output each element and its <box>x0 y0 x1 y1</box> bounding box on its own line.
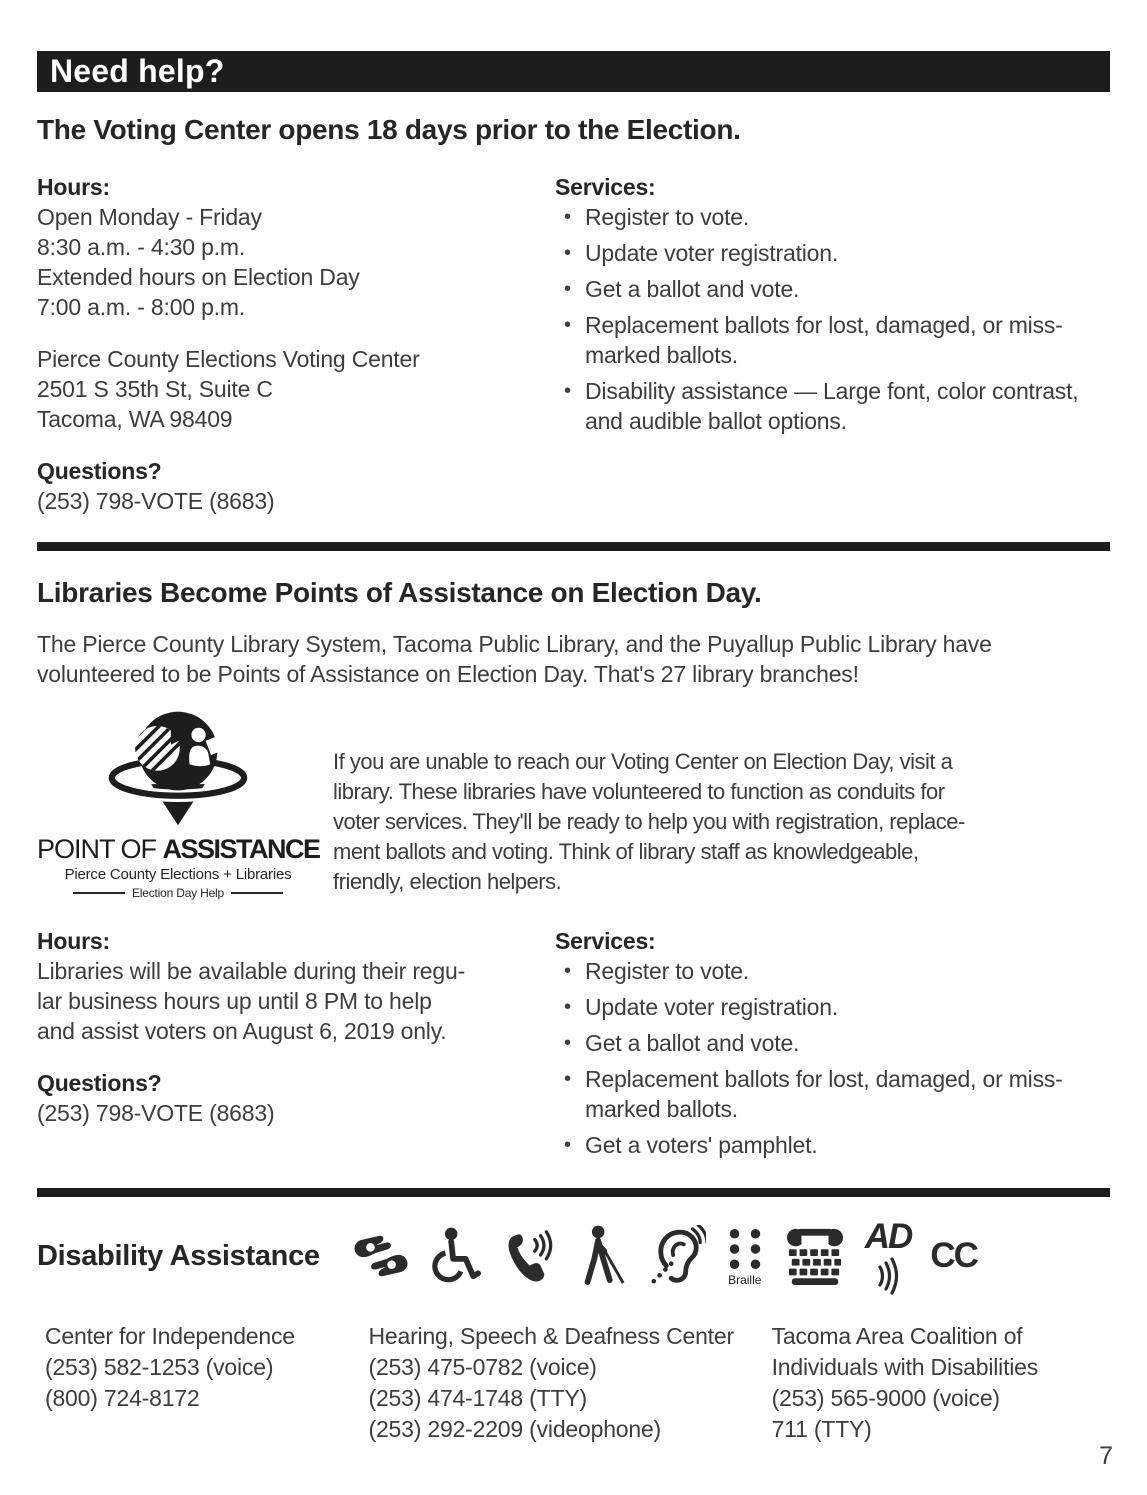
services-list <box>555 956 1110 1160</box>
contact-line: Tacoma Area Coalition of <box>771 1323 1023 1349</box>
logo-tagline <box>37 886 319 900</box>
questions-label: Questions? <box>37 458 162 484</box>
logo-subtitle: Pierce County Elections + Libraries <box>64 866 292 883</box>
contact-hearing-speech-deafness <box>368 1321 771 1445</box>
services-label: Services: <box>555 174 656 200</box>
cc-label: CC <box>930 1236 977 1275</box>
libraries-hours-column <box>37 926 555 1166</box>
tagline-text: Election Day Help <box>132 886 224 900</box>
contact-center-for-independence <box>37 1321 368 1445</box>
blind-person-cane-icon <box>575 1225 629 1287</box>
point-of-assistance-logo <box>37 709 319 900</box>
services-list <box>555 202 1110 436</box>
logo-title-bold: ASSISTANCE <box>162 834 320 864</box>
services-label: Services: <box>555 928 656 954</box>
service-item: • Register to vote. <box>555 956 1110 986</box>
contact-line: Center for Independence <box>45 1323 295 1349</box>
service-item: • Disability assistance — Large font, color contrast, and audible ballot options. <box>555 376 1110 436</box>
tagline-rule-left <box>73 892 125 894</box>
voting-center-services-column <box>555 172 1110 516</box>
map-pin-logo-icon <box>69 709 287 827</box>
closed-captioning-icon <box>930 1236 977 1276</box>
ad-label: AD <box>864 1217 912 1256</box>
libraries-heading: Libraries Become Points of Assistance on Election Day. <box>37 577 762 608</box>
section-divider <box>37 542 1110 551</box>
braille-icon <box>725 1226 765 1287</box>
audio-description-icon <box>865 1217 912 1295</box>
logo-title-light: POINT OF <box>37 834 157 864</box>
assistive-listening-ear-icon <box>648 1225 706 1287</box>
service-item: • Replacement ballots for lost, damaged, or miss-marked ballots. <box>555 310 1110 370</box>
questions-phone: (253) 798-VOTE (8683) <box>37 488 275 514</box>
questions-phone: (253) 798-VOTE (8683) <box>37 1100 275 1126</box>
address-line: Tacoma, WA 98409 <box>37 406 233 432</box>
body-line: ment ballots and voting. Think of library staff as knowledgeable, <box>333 839 919 864</box>
voting-center-heading: The Voting Center opens 18 days prior to the Election. <box>37 114 741 145</box>
intro-line: The Pierce County Library System, Tacoma Public Library, and the Puyallup Public Library have <box>37 631 992 657</box>
body-line: library. These libraries have volunteered to function as conduits for <box>333 779 945 804</box>
hours-label: Hours: <box>37 174 110 200</box>
questions-label: Questions? <box>37 1070 162 1096</box>
disability-assistance-row <box>37 1217 1110 1295</box>
contact-line: (253) 474-1748 (TTY) <box>368 1385 587 1411</box>
service-item: • Get a ballot and vote. <box>555 274 1110 304</box>
libraries-services-column <box>555 926 1110 1166</box>
braille-label: Braille <box>728 1272 762 1287</box>
voting-center-columns <box>37 172 1110 516</box>
service-item: • Update voter registration. <box>555 992 1110 1022</box>
contact-line: 711 (TTY) <box>771 1416 872 1442</box>
body-line: friendly, election helpers. <box>333 869 562 894</box>
sign-language-icon <box>350 1232 412 1280</box>
intro-line: volunteered to be Points of Assistance on Election Day. That's 27 library branches! <box>37 661 859 687</box>
libraries-columns <box>37 926 1110 1166</box>
banner-title: Need help? <box>50 53 225 89</box>
libraries-intro <box>37 629 1110 689</box>
tagline-rule-right <box>231 892 283 894</box>
phone-volume-icon <box>500 1228 556 1284</box>
disability-heading: Disability Assistance <box>37 1239 320 1272</box>
body-line: voter services. They'll be ready to help you with registration, replace- <box>333 809 965 834</box>
tty-device-icon <box>784 1227 846 1285</box>
service-item: • Get a ballot and vote. <box>555 1028 1110 1058</box>
body-line: If you are unable to reach our Voting Center on Election Day, visit a <box>333 749 953 774</box>
logo-title <box>37 834 319 865</box>
section-divider <box>37 1188 1110 1197</box>
service-item: • Get a voters' pamphlet. <box>555 1130 1110 1160</box>
contact-line: (253) 292-2209 (videophone) <box>368 1416 662 1442</box>
hours-label: Hours: <box>37 928 110 954</box>
address-line: Pierce County Elections Voting Center <box>37 346 420 372</box>
page-number: 7 <box>1099 1442 1113 1470</box>
wheelchair-icon <box>431 1227 481 1285</box>
hours-line: 7:00 a.m. - 8:00 p.m. <box>37 294 246 320</box>
contact-line: (253) 475-0782 (voice) <box>368 1354 597 1380</box>
contact-line: (800) 724-8172 <box>45 1385 200 1411</box>
contact-line: Hearing, Speech & Deafness Center <box>368 1323 734 1349</box>
service-item: • Register to vote. <box>555 202 1110 232</box>
libraries-body <box>333 747 1110 897</box>
contact-line: (253) 565-9000 (voice) <box>771 1385 1000 1411</box>
need-help-banner <box>37 51 1110 92</box>
service-item: • Update voter registration. <box>555 238 1110 268</box>
service-item: • Replacement ballots for lost, damaged, or miss-marked ballots. <box>555 1064 1110 1124</box>
address-line: 2501 S 35th St, Suite C <box>37 376 273 402</box>
accessibility-icons <box>350 1217 977 1295</box>
voting-center-hours-column <box>37 172 555 516</box>
contact-tacoma-area-coalition <box>772 1321 1110 1445</box>
contact-line: (253) 582-1253 (voice) <box>45 1354 274 1380</box>
hours-line: Libraries will be available during their regu- <box>37 958 466 984</box>
hours-line: lar business hours up until 8 PM to help <box>37 988 432 1014</box>
point-of-assistance-row <box>37 709 1110 900</box>
contact-line: Individuals with Disabilities <box>771 1354 1039 1380</box>
hours-line: Extended hours on Election Day <box>37 264 360 290</box>
hours-line: Open Monday - Friday <box>37 204 262 230</box>
hours-line: and assist voters on August 6, 2019 only. <box>37 1018 447 1044</box>
hours-line: 8:30 a.m. - 4:30 p.m. <box>37 234 246 260</box>
disability-contacts <box>37 1321 1110 1445</box>
